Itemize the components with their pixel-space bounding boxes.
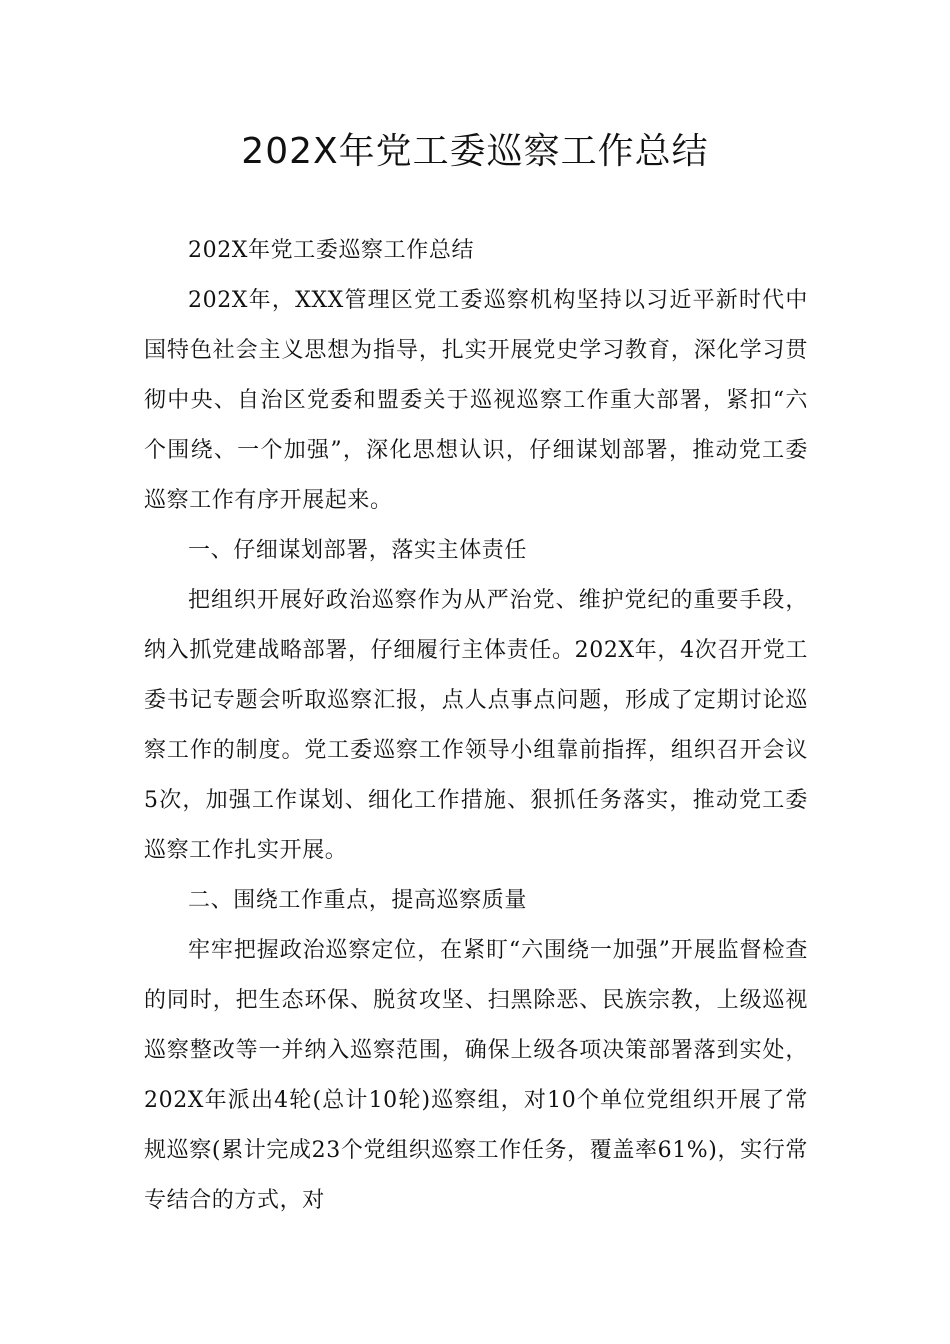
section-1-paragraph: 把组织开展好政治巡察作为从严治党、维护党纪的重要手段，纳入抓党建战略部署，仔细履行主体责任。202X年，4次召开党工委书记专题会听取巡察汇报，点人点事点问题，形成了定期讨论巡察工作的制度。党工委巡察工作领导小组靠前指挥，组织召开会议5次，加强工作谋划、细化工作措施、狠抓任务落实，推动党工委巡察工作扎实开展。 — [144, 588, 808, 863]
intro-paragraph: 202X年，XXX管理区党工委巡察机构坚持以习近平新时代中国特色社会主义思想为指导，扎实开展党史学习教育，深化学习贯彻中央、自治区党委和盟委关于巡视巡察工作重大部署，紧扣“六个围绕、一个加强”，深化思想认识，仔细谋划部署，推动党工委巡察工作有序开展起来。 — [144, 288, 808, 513]
document-body — [144, 226, 808, 1226]
section-2-paragraph: 牢牢把握政治巡察定位，在紧盯“六围绕一加强”开展监督检查的同时，把生态环保、脱贫攻坚、扫黑除恶、民族宗教，上级巡视巡察整改等一并纳入巡察范围，确保上级各项决策部署落到实处，202X年派出4轮(总计10轮)巡察组，对10个单位党组织开展了常规巡察(累计完成23个党组织巡察工作任务，覆盖率61%)，实行常专结合的方式，对 — [144, 938, 808, 1213]
page-title: 202X年党工委巡察工作总结 — [241, 131, 709, 172]
section-heading-2: 二、围绕工作重点，提高巡察质量 — [188, 888, 528, 913]
subtitle-paragraph: 202X年党工委巡察工作总结 — [188, 238, 475, 263]
section-heading-1: 一、仔细谋划部署，落实主体责任 — [188, 538, 528, 563]
